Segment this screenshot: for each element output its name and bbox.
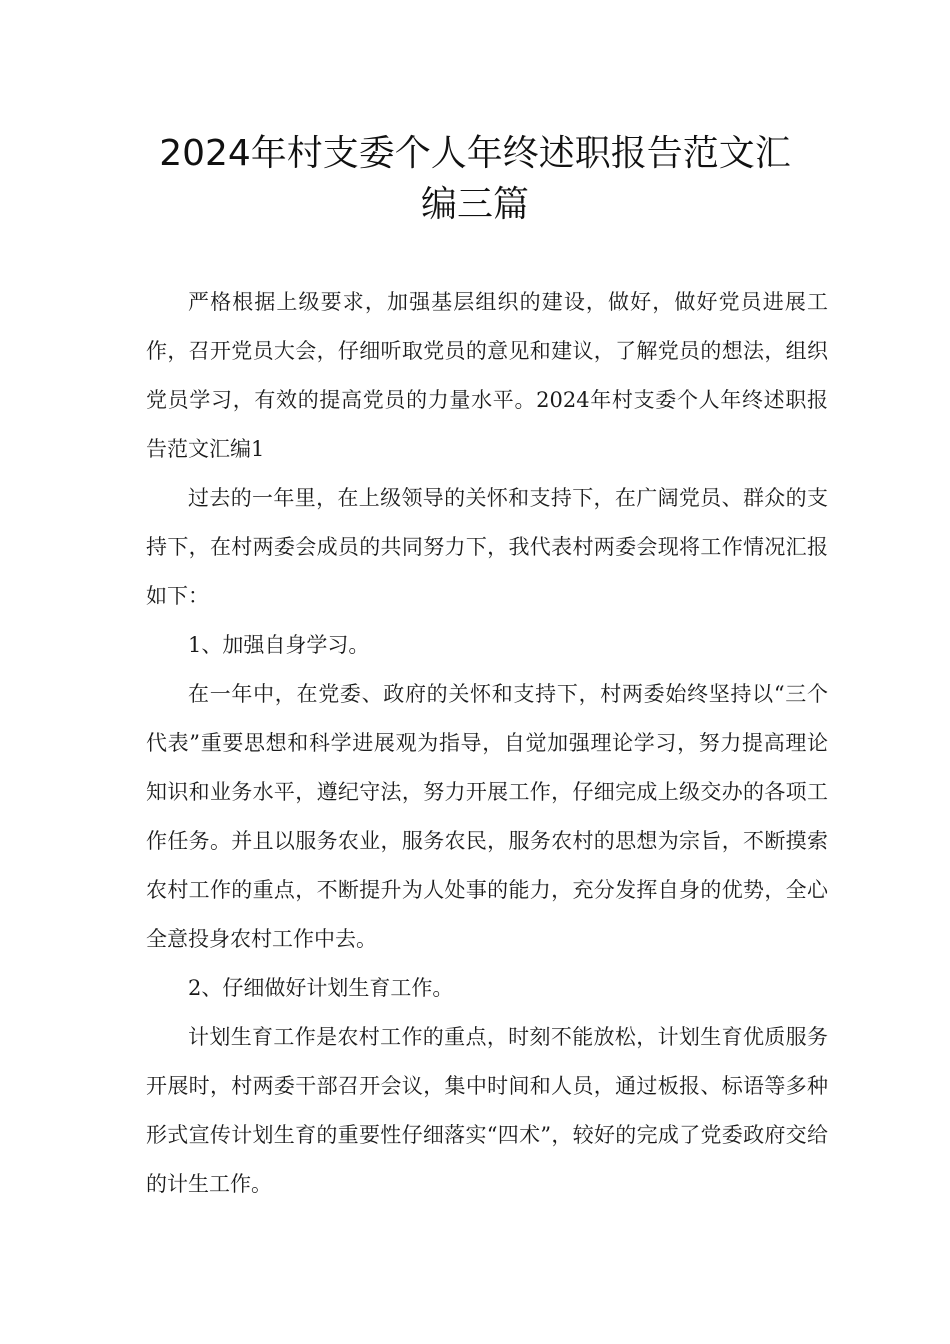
document-title-line-2: 编三篇: [420, 184, 529, 225]
study-paragraph: 在一年中，在党委、政府的关怀和支持下，村两委始终坚持以“三个代表”重要思想和科学进展观为指导，自觉加强理论学习，努力提高理论知识和业务水平，遵纪守法，努力开展工作，仔细完成上级交办的各项工作任务。并且以服务农业，服务农民，服务农村的思想为宗旨，不断摸索农村工作的重点，不断提升为人处事的能力，充分发挥自身的优势，全心全意投身农村工作中去。: [146, 682, 828, 951]
intro-paragraph: 严格根据上级要求，加强基层组织的建设，做好，做好党员进展工作，召开党员大会，仔细听取党员的意见和建议，了解党员的想法，组织党员学习，有效的提高党员的力量水平。2024年村支委个人年终述职报告范文汇编1: [146, 290, 828, 461]
document-title: [100, 128, 850, 230]
section-heading-family-planning: 2、仔细做好计划生育工作。: [188, 976, 454, 1000]
family-planning-paragraph: 计划生育工作是农村工作的重点，时刻不能放松，计划生育优质服务开展时，村两委干部召开会议，集中时间和人员，通过板报、标语等多种形式宣传计划生育的重要性仔细落实“四术”，较好的完成了党委政府交给的计生工作。: [146, 1025, 828, 1196]
opening-paragraph: 过去的一年里，在上级领导的关怀和支持下，在广阔党员、群众的支持下，在村两委会成员的共同努力下，我代表村两委会现将工作情况汇报如下：: [146, 486, 828, 608]
section-heading-study: 1、加强自身学习。: [188, 633, 370, 657]
document-body: [146, 278, 828, 1209]
document-title-line-1: 2024年村支委个人年终述职报告范文汇: [159, 133, 791, 174]
